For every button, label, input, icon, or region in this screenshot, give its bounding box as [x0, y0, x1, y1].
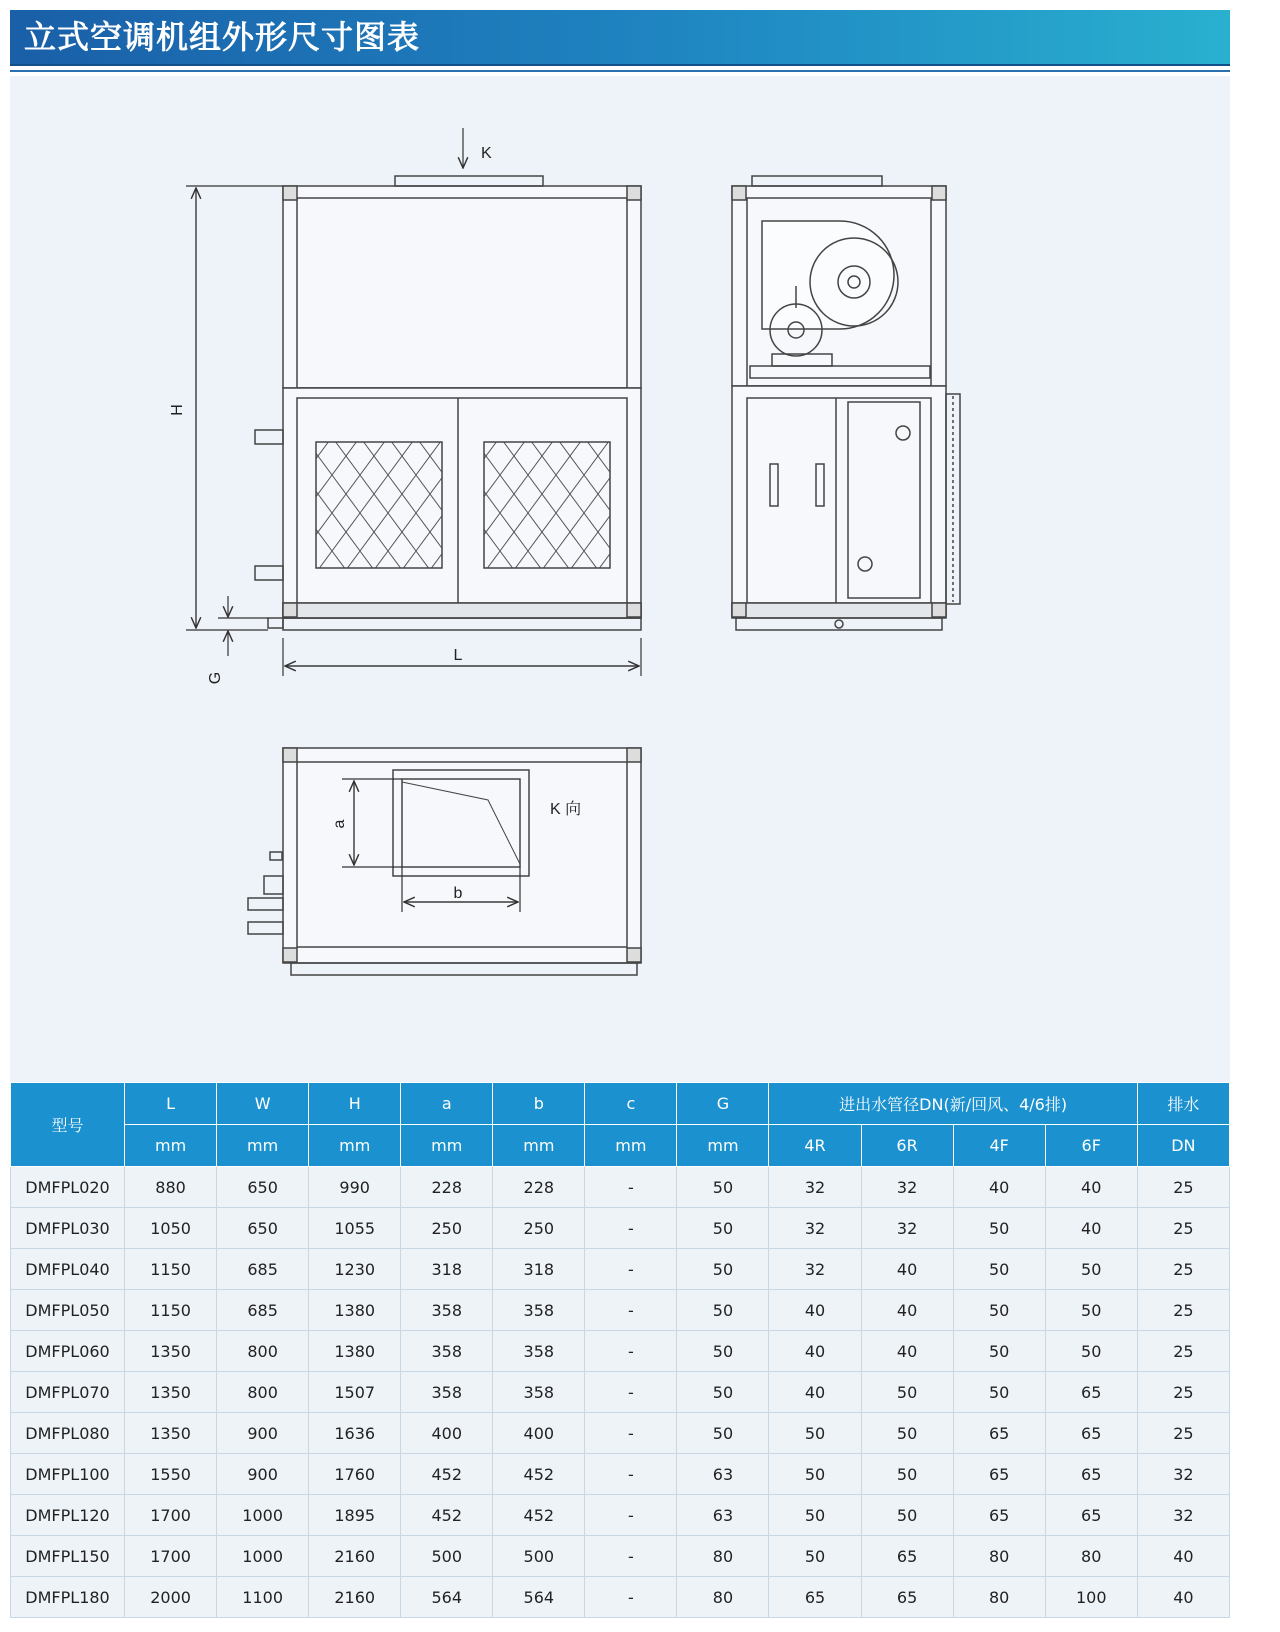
table-row	[11, 1290, 1230, 1331]
pipe-sub-header: 4R	[769, 1125, 861, 1167]
model-cell: DMFPL150	[11, 1536, 125, 1577]
table-cell: 40	[953, 1167, 1045, 1208]
table-cell: 32	[1137, 1454, 1229, 1495]
table-cell: 25	[1137, 1413, 1229, 1454]
table-cell: 452	[401, 1495, 493, 1536]
table-cell: 50	[1045, 1249, 1137, 1290]
a-dim-label: a	[331, 819, 348, 829]
table-cell: 800	[217, 1331, 309, 1372]
table-cell: 50	[677, 1290, 769, 1331]
table-cell: 80	[677, 1577, 769, 1618]
table-row	[11, 1577, 1230, 1618]
table-cell: 65	[861, 1577, 953, 1618]
table-cell: 50	[953, 1372, 1045, 1413]
model-cell: DMFPL030	[11, 1208, 125, 1249]
table-cell: 50	[769, 1495, 861, 1536]
table-cell: 900	[217, 1454, 309, 1495]
table-cell: -	[585, 1249, 677, 1290]
table-cell: 40	[769, 1290, 861, 1331]
table-cell: 358	[401, 1372, 493, 1413]
table-cell: 318	[401, 1249, 493, 1290]
table-cell: 32	[1137, 1495, 1229, 1536]
col-header: b	[493, 1083, 585, 1125]
front-view	[255, 176, 641, 630]
table-cell: 40	[861, 1249, 953, 1290]
table-cell: 1000	[217, 1495, 309, 1536]
table-cell: 1150	[125, 1290, 217, 1331]
unit-header: mm	[493, 1125, 585, 1167]
table-header-row-units	[11, 1125, 1230, 1167]
col-header: a	[401, 1083, 493, 1125]
table-row	[11, 1413, 1230, 1454]
table-cell: 80	[953, 1577, 1045, 1618]
table-cell: 100	[1045, 1577, 1137, 1618]
table-cell: 318	[493, 1249, 585, 1290]
model-cell: DMFPL120	[11, 1495, 125, 1536]
table-cell: 1350	[125, 1372, 217, 1413]
table-cell: 1380	[309, 1331, 401, 1372]
unit-header: mm	[309, 1125, 401, 1167]
table-cell: 50	[1045, 1331, 1137, 1372]
model-cell: DMFPL100	[11, 1454, 125, 1495]
pipe-group-header: 进出水管径DN(新/回风、4/6排)	[769, 1083, 1137, 1125]
table-cell: 32	[769, 1249, 861, 1290]
table-cell: 685	[217, 1290, 309, 1331]
title-divider	[10, 70, 1230, 72]
pipe-sub-header: 6F	[1045, 1125, 1137, 1167]
table-row	[11, 1208, 1230, 1249]
table-cell: 50	[861, 1413, 953, 1454]
table-cell: 25	[1137, 1249, 1229, 1290]
table-cell: 50	[769, 1413, 861, 1454]
table-cell: 65	[1045, 1495, 1137, 1536]
table-cell: 63	[677, 1495, 769, 1536]
table-cell: 50	[677, 1372, 769, 1413]
pipe-sub-header: 6R	[861, 1125, 953, 1167]
table-cell: -	[585, 1495, 677, 1536]
k-view	[248, 748, 641, 975]
table-cell: 65	[1045, 1454, 1137, 1495]
table-cell: 358	[401, 1331, 493, 1372]
model-cell: DMFPL050	[11, 1290, 125, 1331]
table-cell: 900	[217, 1413, 309, 1454]
table-cell: 50	[677, 1413, 769, 1454]
table-cell: 65	[769, 1577, 861, 1618]
unit-header: mm	[217, 1125, 309, 1167]
table-cell: 564	[401, 1577, 493, 1618]
table-cell: 685	[217, 1249, 309, 1290]
table-cell: 1000	[217, 1536, 309, 1577]
table-cell: 40	[861, 1290, 953, 1331]
table-row	[11, 1331, 1230, 1372]
table-cell: 1636	[309, 1413, 401, 1454]
table-cell: 2160	[309, 1536, 401, 1577]
col-header: W	[217, 1083, 309, 1125]
table-cell: 50	[953, 1249, 1045, 1290]
table-cell: 25	[1137, 1331, 1229, 1372]
table-cell: 1055	[309, 1208, 401, 1249]
table-cell: 1700	[125, 1495, 217, 1536]
table-cell: 1100	[217, 1577, 309, 1618]
table-cell: 32	[861, 1208, 953, 1249]
table-cell: 65	[1045, 1413, 1137, 1454]
table-cell: 40	[769, 1331, 861, 1372]
model-cell: DMFPL060	[11, 1331, 125, 1372]
table-cell: 500	[401, 1536, 493, 1577]
table-cell: 1550	[125, 1454, 217, 1495]
table-cell: 1050	[125, 1208, 217, 1249]
table-cell: 65	[1045, 1372, 1137, 1413]
table-cell: 80	[677, 1536, 769, 1577]
drawing-area	[10, 76, 1230, 1082]
table-cell: 1150	[125, 1249, 217, 1290]
table-cell: 80	[1045, 1536, 1137, 1577]
table-cell: -	[585, 1208, 677, 1249]
table-cell: 50	[861, 1372, 953, 1413]
table-cell: 1350	[125, 1413, 217, 1454]
table-cell: -	[585, 1167, 677, 1208]
title-bar	[10, 10, 1230, 66]
table-cell: 650	[217, 1208, 309, 1249]
table-cell: 40	[861, 1331, 953, 1372]
k-view-label: K 向	[550, 801, 582, 818]
side-view	[732, 176, 960, 630]
table-cell: 40	[1045, 1208, 1137, 1249]
table-cell: 50	[953, 1290, 1045, 1331]
table-cell: 1380	[309, 1290, 401, 1331]
table-cell: 990	[309, 1167, 401, 1208]
spec-table	[10, 1082, 1230, 1618]
drain-header: 排水	[1137, 1083, 1229, 1125]
table-cell: 50	[953, 1331, 1045, 1372]
table-row	[11, 1372, 1230, 1413]
model-cell: DMFPL180	[11, 1577, 125, 1618]
table-cell: -	[585, 1536, 677, 1577]
table-cell: 452	[401, 1454, 493, 1495]
height-dim-label: H	[169, 404, 186, 416]
table-row	[11, 1495, 1230, 1536]
table-cell: 40	[1137, 1536, 1229, 1577]
unit-header: mm	[401, 1125, 493, 1167]
table-cell: 358	[493, 1331, 585, 1372]
table-cell: 564	[493, 1577, 585, 1618]
k-arrow-label: K	[481, 145, 492, 162]
col-header: G	[677, 1083, 769, 1125]
table-cell: 880	[125, 1167, 217, 1208]
col-header: L	[125, 1083, 217, 1125]
table-cell: 40	[1137, 1577, 1229, 1618]
model-cell: DMFPL080	[11, 1413, 125, 1454]
table-cell: 25	[1137, 1208, 1229, 1249]
table-cell: 250	[401, 1208, 493, 1249]
table-cell: 228	[493, 1167, 585, 1208]
table-cell: 25	[1137, 1290, 1229, 1331]
table-cell: 800	[217, 1372, 309, 1413]
table-cell: 1700	[125, 1536, 217, 1577]
table-cell: 358	[401, 1290, 493, 1331]
table-cell: 50	[861, 1495, 953, 1536]
table-cell: -	[585, 1290, 677, 1331]
model-cell: DMFPL020	[11, 1167, 125, 1208]
table-cell: 65	[953, 1454, 1045, 1495]
table-cell: 50	[677, 1167, 769, 1208]
table-cell: 65	[953, 1413, 1045, 1454]
table-cell: 452	[493, 1495, 585, 1536]
table-cell: 1350	[125, 1331, 217, 1372]
table-cell: 50	[677, 1249, 769, 1290]
length-dim-label: L	[453, 647, 463, 664]
table-row	[11, 1249, 1230, 1290]
table-cell: 32	[769, 1167, 861, 1208]
model-cell: DMFPL040	[11, 1249, 125, 1290]
table-cell: 500	[493, 1536, 585, 1577]
unit-header: mm	[125, 1125, 217, 1167]
table-cell: 2160	[309, 1577, 401, 1618]
drain-sub-header: DN	[1137, 1125, 1229, 1167]
table-cell: 50	[769, 1536, 861, 1577]
table-cell: 1507	[309, 1372, 401, 1413]
model-header: 型号	[11, 1083, 125, 1167]
table-row	[11, 1167, 1230, 1208]
table-cell: -	[585, 1454, 677, 1495]
table-cell: 2000	[125, 1577, 217, 1618]
table-cell: 250	[493, 1208, 585, 1249]
page-title: 立式空调机组外形尺寸图表	[24, 18, 421, 56]
col-header: c	[585, 1083, 677, 1125]
table-cell: 50	[677, 1208, 769, 1249]
table-cell: 40	[1045, 1167, 1137, 1208]
table-cell: 50	[953, 1208, 1045, 1249]
table-cell: 1230	[309, 1249, 401, 1290]
pipe-sub-header: 4F	[953, 1125, 1045, 1167]
table-cell: 32	[769, 1208, 861, 1249]
table-cell: 50	[1045, 1290, 1137, 1331]
table-cell: 40	[769, 1372, 861, 1413]
table-cell: 358	[493, 1372, 585, 1413]
table-cell: 358	[493, 1290, 585, 1331]
table-cell: 1760	[309, 1454, 401, 1495]
table-row	[11, 1536, 1230, 1577]
table-cell: 1895	[309, 1495, 401, 1536]
col-header: H	[309, 1083, 401, 1125]
table-cell: -	[585, 1372, 677, 1413]
table-cell: 32	[861, 1167, 953, 1208]
table-cell: 650	[217, 1167, 309, 1208]
table-cell: 50	[769, 1454, 861, 1495]
unit-header: mm	[585, 1125, 677, 1167]
table-cell: 80	[953, 1536, 1045, 1577]
table-cell: -	[585, 1413, 677, 1454]
table-cell: 452	[493, 1454, 585, 1495]
b-dim-label: b	[453, 885, 463, 902]
table-cell: 228	[401, 1167, 493, 1208]
model-cell: DMFPL070	[11, 1372, 125, 1413]
table-cell: 50	[861, 1454, 953, 1495]
table-header-row-top	[11, 1083, 1230, 1125]
table-cell: 25	[1137, 1167, 1229, 1208]
table-cell: 63	[677, 1454, 769, 1495]
table-row	[11, 1454, 1230, 1495]
unit-header: mm	[677, 1125, 769, 1167]
table-cell: 50	[677, 1331, 769, 1372]
table-cell: 65	[861, 1536, 953, 1577]
table-cell: 65	[953, 1495, 1045, 1536]
table-cell: 25	[1137, 1372, 1229, 1413]
table-cell: 400	[401, 1413, 493, 1454]
g-dim-label: G	[207, 671, 224, 685]
technical-drawing	[10, 76, 1230, 1082]
table-body	[11, 1167, 1230, 1618]
table-cell: -	[585, 1331, 677, 1372]
table-cell: -	[585, 1577, 677, 1618]
table-cell: 400	[493, 1413, 585, 1454]
